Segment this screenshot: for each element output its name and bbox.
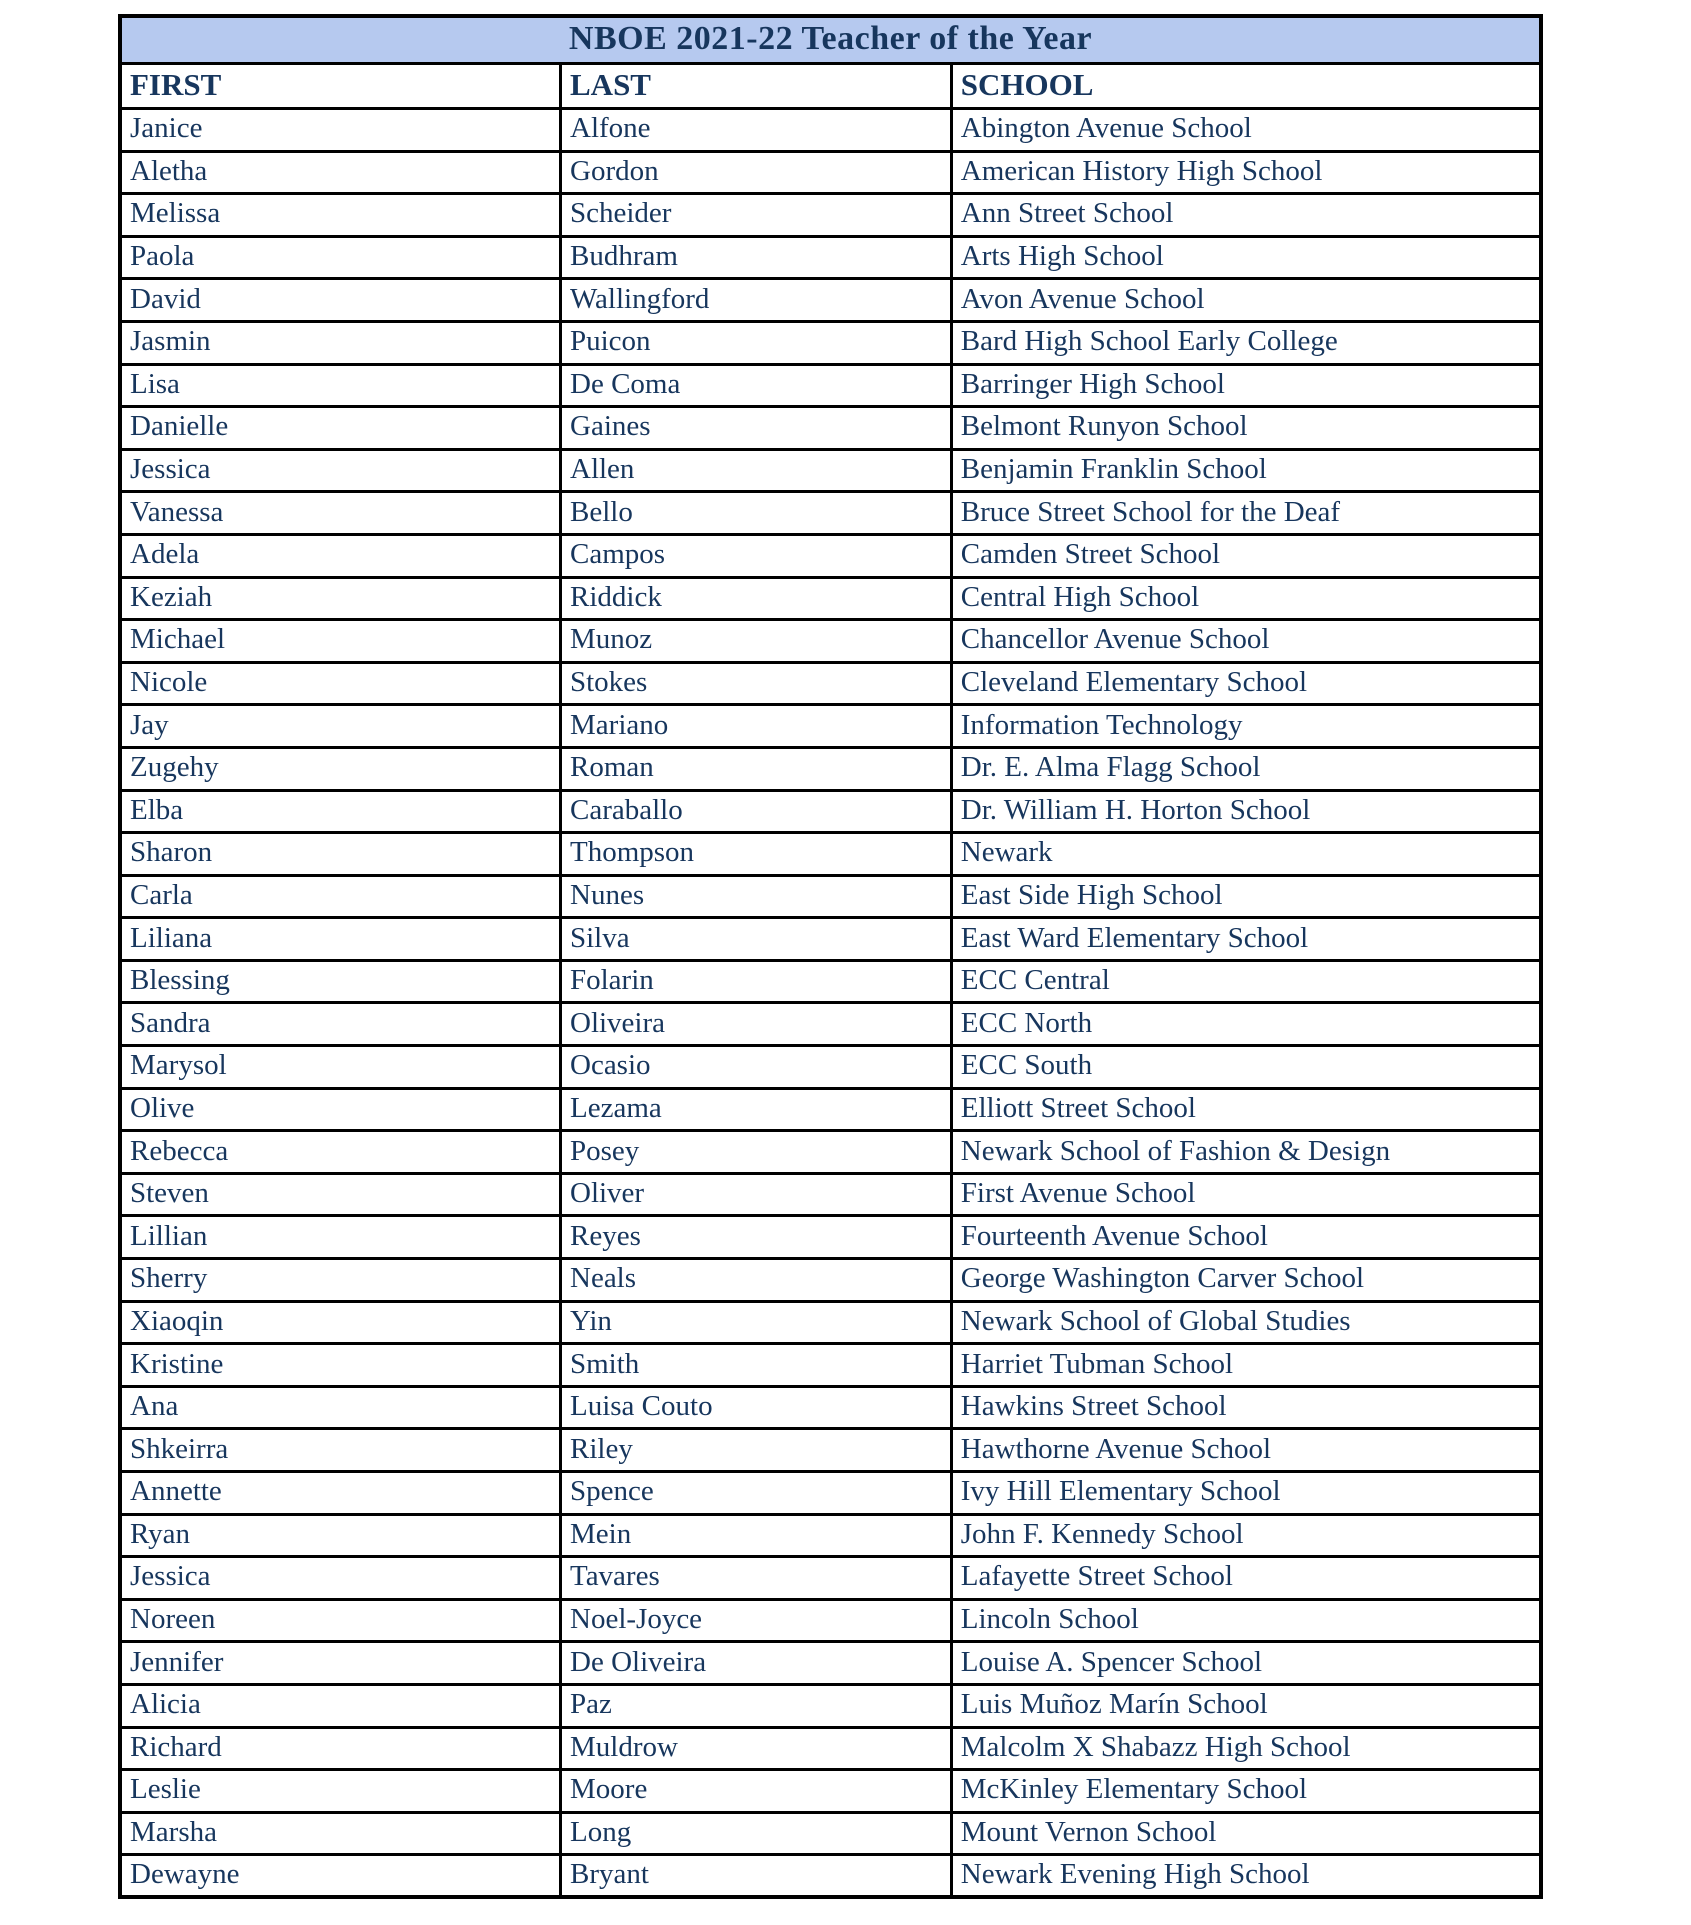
table-row bbox=[120, 1599, 1541, 1642]
table-row bbox=[120, 1131, 1541, 1174]
table-cell-first: Aletha bbox=[120, 151, 561, 194]
table-cell-last: Nunes bbox=[561, 875, 952, 918]
table-cell-first: Leslie bbox=[120, 1770, 561, 1813]
table-cell-school: Fourteenth Avenue School bbox=[951, 1216, 1541, 1259]
table-cell-last: Muldrow bbox=[561, 1727, 952, 1770]
table-row bbox=[120, 1259, 1541, 1302]
table-cell-first: Marsha bbox=[120, 1812, 561, 1855]
column-header-last: LAST bbox=[561, 64, 952, 109]
table-row bbox=[120, 1173, 1541, 1216]
table-cell-school: Newark Evening High School bbox=[951, 1855, 1541, 1898]
table-cell-first: Annette bbox=[120, 1472, 561, 1515]
table-cell-first: Ryan bbox=[120, 1514, 561, 1557]
table-row bbox=[120, 1770, 1541, 1813]
table-cell-last: Scheider bbox=[561, 194, 952, 237]
table-cell-school: Hawkins Street School bbox=[951, 1386, 1541, 1429]
document-page bbox=[0, 14, 1691, 1925]
table-cell-last: Neals bbox=[561, 1259, 952, 1302]
table-cell-first: Paola bbox=[120, 236, 561, 279]
table-cell-last: Reyes bbox=[561, 1216, 952, 1259]
table-cell-school: Dr. E. Alma Flagg School bbox=[951, 747, 1541, 790]
table-cell-first: Elba bbox=[120, 790, 561, 833]
table-cell-first: Alicia bbox=[120, 1684, 561, 1727]
table-cell-school: ECC South bbox=[951, 1046, 1541, 1089]
table-row bbox=[120, 1216, 1541, 1259]
table-cell-last: Mein bbox=[561, 1514, 952, 1557]
table-cell-first: Kristine bbox=[120, 1344, 561, 1387]
table-cell-last: Gaines bbox=[561, 407, 952, 450]
table-cell-first: Lisa bbox=[120, 364, 561, 407]
table-row bbox=[120, 1812, 1541, 1855]
table-row bbox=[120, 620, 1541, 663]
table-cell-last: Alfone bbox=[561, 109, 952, 152]
table-cell-last: Stokes bbox=[561, 662, 952, 705]
table-cell-first: Janice bbox=[120, 109, 561, 152]
table-cell-first: Richard bbox=[120, 1727, 561, 1770]
table-cell-first: Rebecca bbox=[120, 1131, 561, 1174]
table-row bbox=[120, 790, 1541, 833]
table-row bbox=[120, 151, 1541, 194]
table-row bbox=[120, 364, 1541, 407]
table-cell-first: Jay bbox=[120, 705, 561, 748]
table-cell-last: Luisa Couto bbox=[561, 1386, 952, 1429]
table-cell-last: Yin bbox=[561, 1301, 952, 1344]
table-cell-school: Newark School of Fashion & Design bbox=[951, 1131, 1541, 1174]
table-cell-first: Steven bbox=[120, 1173, 561, 1216]
table-cell-school: Arts High School bbox=[951, 236, 1541, 279]
table-cell-first: Lillian bbox=[120, 1216, 561, 1259]
table-cell-first: Olive bbox=[120, 1088, 561, 1131]
table-cell-last: Spence bbox=[561, 1472, 952, 1515]
table-cell-first: Danielle bbox=[120, 407, 561, 450]
table-cell-school: American History High School bbox=[951, 151, 1541, 194]
table-cell-last: Tavares bbox=[561, 1557, 952, 1600]
table-cell-first: Jasmin bbox=[120, 321, 561, 364]
table-cell-last: Wallingford bbox=[561, 279, 952, 322]
table-row bbox=[120, 833, 1541, 876]
table-cell-last: Paz bbox=[561, 1684, 952, 1727]
table-row bbox=[120, 1344, 1541, 1387]
table-cell-last: Ocasio bbox=[561, 1046, 952, 1089]
table-cell-last: Riley bbox=[561, 1429, 952, 1472]
table-cell-last: Long bbox=[561, 1812, 952, 1855]
table-row bbox=[120, 1855, 1541, 1898]
table-cell-last: Thompson bbox=[561, 833, 952, 876]
table-row bbox=[120, 534, 1541, 577]
table-cell-school: Elliott Street School bbox=[951, 1088, 1541, 1131]
column-header-first: FIRST bbox=[120, 64, 561, 109]
table-row bbox=[120, 492, 1541, 535]
table-cell-last: Oliveira bbox=[561, 1003, 952, 1046]
table-cell-school: Belmont Runyon School bbox=[951, 407, 1541, 450]
table-cell-last: Budhram bbox=[561, 236, 952, 279]
table-cell-school: Ann Street School bbox=[951, 194, 1541, 237]
table-cell-school: Lincoln School bbox=[951, 1599, 1541, 1642]
table-cell-last: Silva bbox=[561, 918, 952, 961]
table-cell-first: Sharon bbox=[120, 833, 561, 876]
table-cell-school: Harriet Tubman School bbox=[951, 1344, 1541, 1387]
table-cell-school: Bard High School Early College bbox=[951, 321, 1541, 364]
table-cell-school: First Avenue School bbox=[951, 1173, 1541, 1216]
table-cell-school: Luis Muñoz Marín School bbox=[951, 1684, 1541, 1727]
table-cell-last: Roman bbox=[561, 747, 952, 790]
table-row bbox=[120, 875, 1541, 918]
table-cell-last: Bryant bbox=[561, 1855, 952, 1898]
table-row bbox=[120, 918, 1541, 961]
table-cell-school: Mount Vernon School bbox=[951, 1812, 1541, 1855]
table-cell-last: Bello bbox=[561, 492, 952, 535]
table-row bbox=[120, 747, 1541, 790]
table-cell-school: East Side High School bbox=[951, 875, 1541, 918]
table-cell-last: Smith bbox=[561, 1344, 952, 1387]
table-row bbox=[120, 662, 1541, 705]
table-row bbox=[120, 1003, 1541, 1046]
table-cell-first: Blessing bbox=[120, 960, 561, 1003]
table-cell-school: Newark School of Global Studies bbox=[951, 1301, 1541, 1344]
table-row bbox=[120, 1472, 1541, 1515]
table-cell-school: Ivy Hill Elementary School bbox=[951, 1472, 1541, 1515]
table-cell-last: Munoz bbox=[561, 620, 952, 663]
table-cell-school: Chancellor Avenue School bbox=[951, 620, 1541, 663]
table-cell-school: Camden Street School bbox=[951, 534, 1541, 577]
table-cell-school: Hawthorne Avenue School bbox=[951, 1429, 1541, 1472]
table-cell-first: Shkeirra bbox=[120, 1429, 561, 1472]
table-cell-first: Melissa bbox=[120, 194, 561, 237]
table-row bbox=[120, 1429, 1541, 1472]
table-cell-first: Ana bbox=[120, 1386, 561, 1429]
table-cell-school: ECC Central bbox=[951, 960, 1541, 1003]
table-row bbox=[120, 279, 1541, 322]
table-body bbox=[120, 109, 1541, 1898]
table-cell-first: Keziah bbox=[120, 577, 561, 620]
table-cell-last: Lezama bbox=[561, 1088, 952, 1131]
table-cell-first: Zugehy bbox=[120, 747, 561, 790]
table-cell-first: Jennifer bbox=[120, 1642, 561, 1685]
table-cell-first: Sandra bbox=[120, 1003, 561, 1046]
table-row bbox=[120, 1301, 1541, 1344]
table-row bbox=[120, 407, 1541, 450]
table-row bbox=[120, 109, 1541, 152]
table-row bbox=[120, 1088, 1541, 1131]
table-cell-last: De Coma bbox=[561, 364, 952, 407]
table-cell-school: East Ward Elementary School bbox=[951, 918, 1541, 961]
table-cell-first: Jessica bbox=[120, 449, 561, 492]
table-cell-first: Xiaoqin bbox=[120, 1301, 561, 1344]
table-cell-school: Abington Avenue School bbox=[951, 109, 1541, 152]
table-cell-school: Avon Avenue School bbox=[951, 279, 1541, 322]
table-cell-school: John F. Kennedy School bbox=[951, 1514, 1541, 1557]
table-cell-last: Allen bbox=[561, 449, 952, 492]
table-row bbox=[120, 960, 1541, 1003]
table-cell-school: Lafayette Street School bbox=[951, 1557, 1541, 1600]
table-cell-first: Vanessa bbox=[120, 492, 561, 535]
table-row bbox=[120, 1727, 1541, 1770]
table-cell-first: Sherry bbox=[120, 1259, 561, 1302]
teacher-of-the-year-table bbox=[118, 14, 1543, 1899]
table-cell-school: George Washington Carver School bbox=[951, 1259, 1541, 1302]
table-cell-first: Marysol bbox=[120, 1046, 561, 1089]
table-cell-school: Central High School bbox=[951, 577, 1541, 620]
table-cell-first: Noreen bbox=[120, 1599, 561, 1642]
table-row bbox=[120, 705, 1541, 748]
table-cell-first: David bbox=[120, 279, 561, 322]
table-cell-last: Puicon bbox=[561, 321, 952, 364]
table-row bbox=[120, 1642, 1541, 1685]
table-row bbox=[120, 1557, 1541, 1600]
table-cell-last: Caraballo bbox=[561, 790, 952, 833]
table-cell-last: De Oliveira bbox=[561, 1642, 952, 1685]
table-cell-last: Moore bbox=[561, 1770, 952, 1813]
table-cell-school: ECC North bbox=[951, 1003, 1541, 1046]
table-row bbox=[120, 236, 1541, 279]
table-cell-school: Malcolm X Shabazz High School bbox=[951, 1727, 1541, 1770]
table-cell-school: Newark bbox=[951, 833, 1541, 876]
table-cell-school: Benjamin Franklin School bbox=[951, 449, 1541, 492]
table-cell-first: Nicole bbox=[120, 662, 561, 705]
table-header-row bbox=[120, 64, 1541, 109]
table-title: NBOE 2021-22 Teacher of the Year bbox=[120, 16, 1541, 64]
table-cell-school: Bruce Street School for the Deaf bbox=[951, 492, 1541, 535]
table-row bbox=[120, 449, 1541, 492]
table-cell-school: Louise A. Spencer School bbox=[951, 1642, 1541, 1685]
table-title-row bbox=[120, 16, 1541, 64]
table-cell-school: Information Technology bbox=[951, 705, 1541, 748]
table-cell-first: Dewayne bbox=[120, 1855, 561, 1898]
table-cell-school: Cleveland Elementary School bbox=[951, 662, 1541, 705]
table-cell-last: Riddick bbox=[561, 577, 952, 620]
table-cell-last: Mariano bbox=[561, 705, 952, 748]
column-header-school: SCHOOL bbox=[951, 64, 1541, 109]
table-cell-first: Carla bbox=[120, 875, 561, 918]
table-cell-last: Posey bbox=[561, 1131, 952, 1174]
table-row bbox=[120, 1046, 1541, 1089]
table-row bbox=[120, 1514, 1541, 1557]
table-cell-last: Gordon bbox=[561, 151, 952, 194]
table-cell-school: McKinley Elementary School bbox=[951, 1770, 1541, 1813]
table-cell-first: Michael bbox=[120, 620, 561, 663]
table-cell-last: Oliver bbox=[561, 1173, 952, 1216]
table-row bbox=[120, 1684, 1541, 1727]
table-row bbox=[120, 1386, 1541, 1429]
table-cell-first: Liliana bbox=[120, 918, 561, 961]
table-cell-school: Barringer High School bbox=[951, 364, 1541, 407]
table-cell-first: Adela bbox=[120, 534, 561, 577]
table-row bbox=[120, 321, 1541, 364]
table-cell-first: Jessica bbox=[120, 1557, 561, 1600]
table-cell-last: Noel-Joyce bbox=[561, 1599, 952, 1642]
table-row bbox=[120, 194, 1541, 237]
table-cell-last: Campos bbox=[561, 534, 952, 577]
table-row bbox=[120, 577, 1541, 620]
table-cell-last: Folarin bbox=[561, 960, 952, 1003]
table-cell-school: Dr. William H. Horton School bbox=[951, 790, 1541, 833]
